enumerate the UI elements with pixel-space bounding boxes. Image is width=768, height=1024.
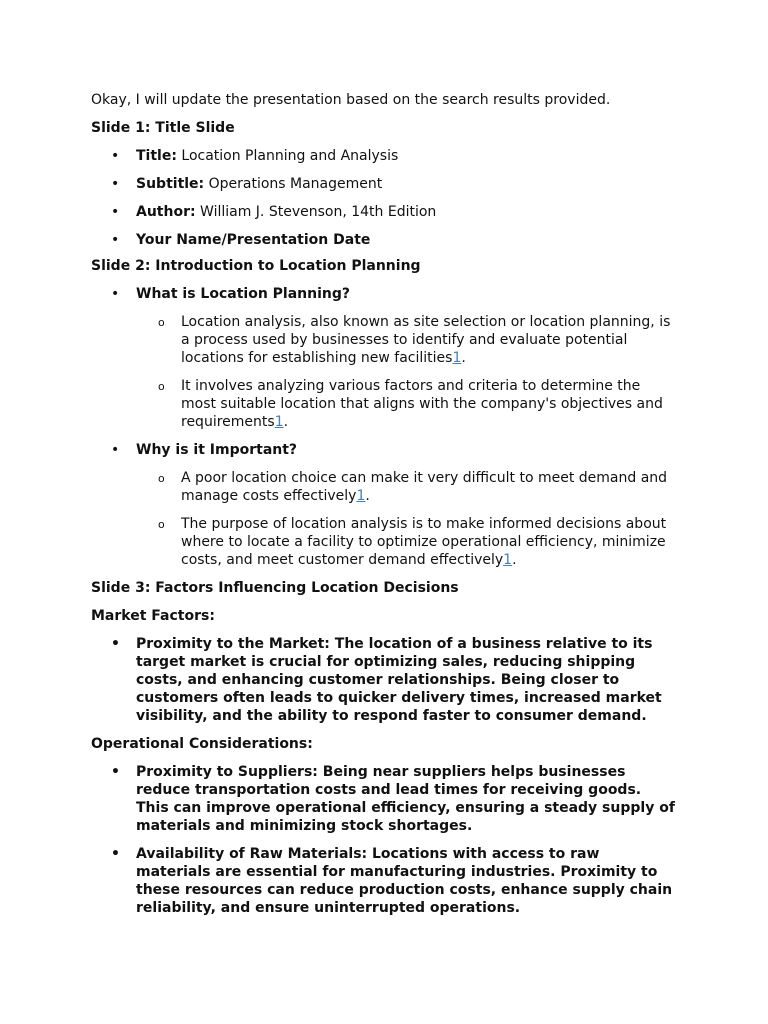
period: .: [512, 552, 517, 568]
slide3-heading: Slide 3: Factors Influencing Location Decisions: [91, 580, 459, 596]
citation-link[interactable]: 1: [274, 414, 284, 430]
item-label: Title:: [136, 148, 177, 164]
sublist-item: [181, 377, 676, 431]
list-item: • Proximity to the Market: The location of a business relative to its target market is crucial for optimizing sales, reducing shipping costs, and enhancing customer relationships. Being closer to customers often leads to quicker delivery times, increased market visibility, and the ability to respond faster to consumer demand.: [136, 635, 676, 725]
list-item: [136, 285, 676, 431]
slide2-list: [91, 285, 676, 569]
what-sublist: [136, 313, 676, 431]
why-sublist: [136, 469, 676, 569]
period: .: [461, 350, 466, 366]
sublist-item: [181, 313, 676, 367]
market-heading: Market Factors:: [91, 608, 215, 624]
period: .: [283, 414, 289, 430]
citation-link[interactable]: 1: [503, 552, 513, 568]
period: .: [365, 488, 370, 504]
sublist-text: It involves analyzing various factors and criteria to determine the most suitable location that aligns with the company's objectives and requirements: [181, 378, 663, 430]
item-label: Author:: [136, 204, 196, 220]
list-item: [136, 231, 676, 249]
ops-heading: Operational Considerations:: [91, 736, 313, 752]
list-item: [136, 175, 676, 193]
list-item: • Proximity to Suppliers: Being near suppliers helps businesses reduce transportation costs and lead times for receiving goods. This can improve operational efficiency, ensuring a steady supply of materials and minimizing stock shortages.: [136, 763, 676, 835]
sublist-item: [181, 515, 676, 569]
item-label: Your Name/Presentation Date: [136, 232, 371, 248]
slide1-heading: Slide 1: Title Slide: [91, 120, 235, 136]
list-item: [136, 147, 676, 165]
citation-link[interactable]: 1: [356, 488, 366, 504]
list-item: [136, 203, 676, 221]
item-label: Subtitle:: [136, 176, 205, 192]
sublist-item: [181, 469, 676, 505]
item-text: Location Planning and Analysis: [176, 148, 399, 164]
sublist-text: The purpose of location analysis is to make informed decisions about where to locate a facility to optimize operational efficiency, minimize costs, and meet customer demand effectively: [181, 516, 667, 568]
intro-text: Okay, I will update the presentation based on the search results provided.: [91, 92, 611, 108]
item-text: Operations Management: [204, 176, 383, 192]
sublist-text: A poor location choice can make it very difficult to meet demand and manage costs effectively: [181, 470, 668, 504]
why-label: Why is it Important?: [136, 442, 298, 458]
slide2-heading: Slide 2: Introduction to Location Planning: [91, 258, 421, 274]
citation-link[interactable]: 1: [452, 350, 462, 366]
slide1-list: [91, 147, 676, 249]
list-item: [136, 441, 676, 569]
ops-list: [91, 763, 676, 917]
sublist-text: Location analysis, also known as site selection or location planning, is a process used by businesses to identify and evaluate potential locations for establishing new facilities: [181, 314, 671, 366]
market-list: [91, 635, 676, 725]
list-item: • Availability of Raw Materials: Locations with access to raw materials are essential for manufacturing industries. Proximity to these resources can reduce production costs, enhance supply chain reliability, and ensure uninterrupted operations.: [136, 845, 676, 917]
item-text: William J. Stevenson, 14th Edition: [195, 204, 437, 220]
what-label: What is Location Planning?: [136, 286, 351, 302]
